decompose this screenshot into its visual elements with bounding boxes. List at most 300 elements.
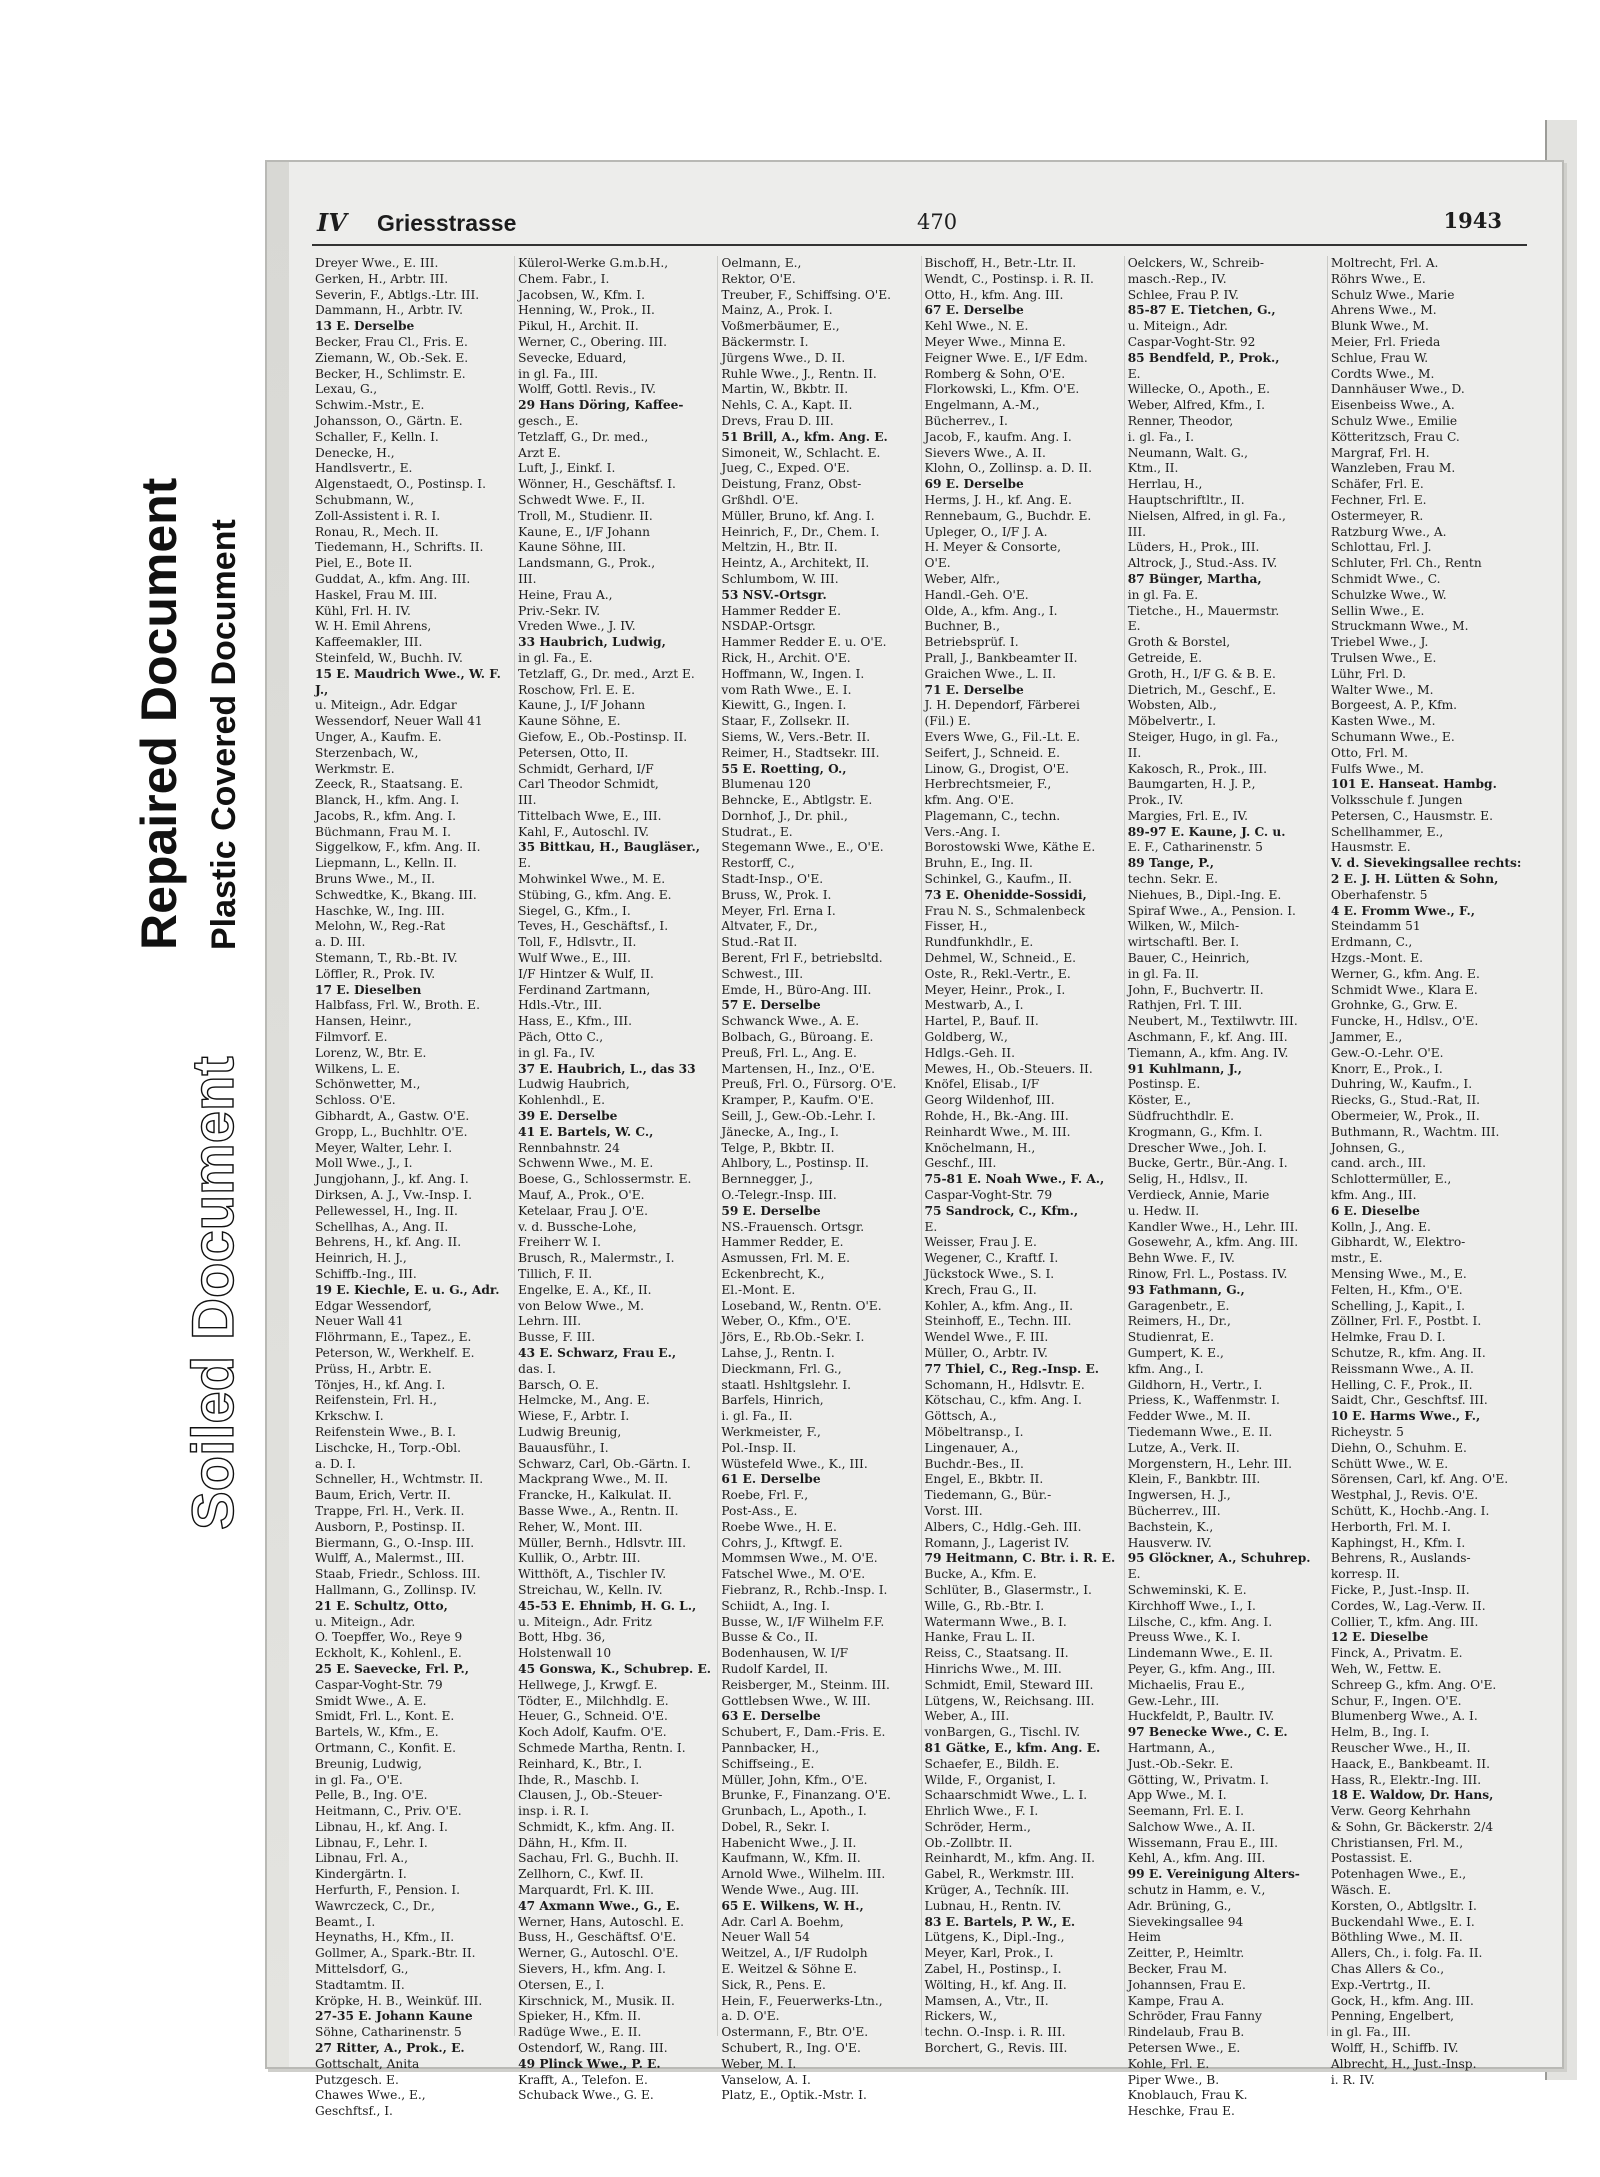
directory-entry: Bücherrev., I.	[924, 413, 1008, 428]
directory-entry: Blunk Wwe., M.	[1330, 319, 1429, 334]
directory-entry: Krech, Frau G., II.	[924, 1282, 1037, 1297]
directory-entry: Becker, Frau Cl., Fris. E.	[315, 334, 468, 349]
directory-entry: techn. Sekr. E.	[1127, 872, 1219, 887]
directory-entry: Wilkens, L. E.	[315, 1061, 401, 1076]
directory-entry: Cohrs, J., Kftwgf. E.	[721, 1535, 843, 1550]
directory-entry: Marquardt, Frl. K. III.	[518, 1883, 655, 1898]
directory-entry: Frau N. S., Schmalenbeck	[924, 903, 1085, 918]
directory-entry: vonBargen, G., Tischl. IV.	[924, 1725, 1081, 1740]
directory-entry: Chas Allers & Co.,	[1330, 1962, 1445, 1977]
directory-entry: 6 E. Dieselbe	[1330, 1203, 1420, 1218]
directory-entry: I/F Hintzer & Wulf, II.	[518, 966, 654, 981]
directory-entry: Bachstein, K.,	[1127, 1519, 1214, 1534]
directory-entry: Restorff, C.,	[721, 856, 795, 871]
directory-entry: Herms, J. H., kf. Ang. E.	[924, 492, 1072, 507]
directory-column-5	[1127, 256, 1328, 2119]
page-number: 470	[917, 210, 958, 234]
directory-entry: Meyer, Heinr., Prok., I.	[924, 982, 1066, 997]
directory-entry: Penning, Engelbert,	[1330, 2009, 1454, 2024]
directory-entry: Haskel, Frau M. III.	[315, 587, 438, 602]
directory-entry: Schlüter, B., Glasermstr., I.	[924, 1582, 1092, 1597]
directory-entry: Peyer, G., kfm. Ang., III.	[1127, 1661, 1276, 1676]
directory-entry: Schmidt Wwe., C.	[1330, 571, 1441, 586]
directory-entry: App Wwe., M. I.	[1127, 1788, 1227, 1803]
directory-entry: Hein, F., Feuerwerks-Ltn.,	[721, 1993, 883, 2008]
directory-entry: Lahse, J., Rentn. I.	[721, 1345, 835, 1360]
directory-entry: Trappe, Frl. H., Verk. II.	[315, 1503, 465, 1518]
directory-entry: E.	[1127, 366, 1141, 381]
directory-entry: Knöfel, Elisab., I/F	[924, 1077, 1040, 1092]
directory-entry: Reiss, C., Staatsang. II.	[924, 1646, 1069, 1661]
directory-entry: Treuber, F., Schiffsing. O'E.	[721, 287, 892, 302]
directory-entry: Buckendahl Wwe., E. I.	[1330, 1914, 1475, 1929]
directory-entry: Wawrczeck, C., Dr.,	[315, 1898, 435, 1913]
directory-entry: Lingenauer, A.,	[924, 1440, 1019, 1455]
directory-entry: Seifert, J., Schneid. E.	[924, 745, 1061, 760]
directory-entry: Geschftsf., I.	[315, 2104, 393, 2119]
directory-entry: Weber, O., Kfm., O'E.	[721, 1314, 852, 1329]
directory-entry: insp. i. R. I.	[518, 1804, 589, 1819]
directory-entry: Kiewitt, G., Ingen. I.	[721, 698, 847, 713]
directory-entry: 47 Axmann Wwe., G., E.	[518, 1898, 680, 1913]
directory-entry: 2 E. J. H. Lütten & Sohn,	[1330, 872, 1499, 887]
directory-entry: Stemann, T., Rb.-Bt. IV.	[315, 951, 458, 966]
directory-entry: Arnold Wwe., Wilhelm. III.	[721, 1867, 886, 1882]
directory-entry: Drescher Wwe., Joh. I.	[1127, 1140, 1267, 1155]
directory-entry: Just.-Ob.-Sekr. E.	[1127, 1756, 1234, 1771]
directory-entry: Bischoff, H., Betr.-Ltr. II.	[924, 256, 1077, 270]
directory-entry: Struckmann Wwe., M.	[1330, 619, 1469, 634]
directory-entry: Chem. Fabr., I.	[518, 271, 610, 286]
directory-entry: Böthling Wwe., M. II.	[1330, 1930, 1463, 1945]
directory-entry: Bott, Hbg. 36,	[518, 1630, 606, 1645]
directory-entry: Breunig, Ludwig,	[315, 1756, 422, 1771]
directory-entry: Chawes Wwe., E.,	[315, 2088, 426, 2103]
directory-entry: 71 E. Derselbe	[924, 682, 1024, 697]
directory-entry: Florkowski, L., Kfm. O'E.	[924, 382, 1080, 397]
directory-entry: 29 Hans Döring, Kaffee-	[518, 398, 684, 413]
directory-entry: Ahlbory, L., Postinsp. II.	[721, 1156, 869, 1171]
directory-entry: Bucke, A., Kfm. E.	[924, 1567, 1037, 1582]
directory-entry: Sellin Wwe., E.	[1330, 603, 1425, 618]
directory-entry: Hdls.-Vtr., III.	[518, 998, 602, 1013]
directory-entry: Gropp, L., Buchhltr. O'E.	[315, 1124, 468, 1139]
directory-entry: Siggelkow, F., kfm. Ang. II.	[315, 840, 481, 855]
directory-entry: Engelmann, A.-M.,	[924, 398, 1040, 413]
directory-entry: 27 Ritter, A., Prok., E.	[315, 2041, 465, 2056]
directory-entry: Oste, R., Rekl.-Vertr., E.	[924, 966, 1071, 981]
directory-entry: Exp.-Vertrtg., II.	[1330, 1977, 1431, 1992]
directory-entry: Priv.-Sekr. IV.	[518, 603, 601, 618]
directory-column-6	[1330, 256, 1530, 2087]
directory-entry: Petersen Wwe., E.	[1127, 2041, 1241, 2056]
directory-entry: Weber, A., III.	[924, 1709, 1010, 1724]
directory-entry: Margraf, Frl. H.	[1330, 445, 1430, 460]
directory-entry: Schütt Wwe., W. E.	[1330, 1456, 1449, 1471]
directory-entry: Freiherr W. I.	[518, 1235, 601, 1250]
directory-entry: Schinkel, G., Kaufm., II.	[924, 872, 1072, 887]
directory-entry: Wille, G., Rb.-Btr. I.	[924, 1598, 1045, 1613]
directory-entry: Putzgesch. E.	[315, 2072, 399, 2087]
directory-entry: Külerol-Werke G.m.b.H.,	[518, 256, 669, 270]
directory-entry: Lutze, A., Verk. II.	[1127, 1440, 1240, 1455]
directory-entry: Wende Wwe., Aug. III.	[721, 1883, 860, 1898]
directory-entry: Toll, F., Hdlsvtr., II.	[518, 935, 637, 950]
directory-entry: Ratzburg Wwe., A.	[1330, 524, 1447, 539]
directory-column-2	[518, 256, 718, 2103]
directory-entry: schutz in Hamm, e. V.,	[1127, 1883, 1266, 1898]
directory-entry: Halbfass, Frl. W., Broth. E.	[315, 998, 480, 1013]
directory-entry: Engel, E., Bkbtr. II.	[924, 1472, 1044, 1487]
directory-entry: Schweminski, K. E.	[1127, 1582, 1247, 1597]
directory-entry: Boese, G., Schlossermstr. E.	[518, 1172, 692, 1187]
directory-entry: u. Hedw. II.	[1127, 1203, 1200, 1218]
directory-entry: Schwanck Wwe., A. E.	[721, 1014, 860, 1029]
directory-entry: Ludwig Breunig,	[518, 1424, 622, 1439]
directory-entry: Trulsen Wwe., E.	[1330, 650, 1437, 665]
directory-entry: Busse, W., I/F Wilhelm F.F.	[721, 1614, 885, 1629]
directory-entry: Reuscher Wwe., H., II.	[1330, 1740, 1471, 1755]
directory-entry: 65 E. Wilkens, W. H.,	[721, 1898, 864, 1913]
directory-entry: Kaufmann, W., Kfm. II.	[721, 1851, 861, 1866]
directory-entry: Hellwege, J., Krwgf. E.	[518, 1677, 658, 1692]
directory-entry: Mommsen Wwe., M. O'E.	[721, 1551, 878, 1566]
directory-entry: Caspar-Voght-Str. 92	[1127, 334, 1256, 349]
directory-entry: E.	[1127, 1567, 1141, 1582]
directory-entry: Finck, A., Privatm. E.	[1330, 1646, 1463, 1661]
directory-entry: Schreep G., kfm. Ang. O'E.	[1330, 1677, 1497, 1692]
directory-entry: Herfurth, F., Pension. I.	[315, 1883, 461, 1898]
directory-entry: Werner, G., kfm. Ang. E.	[1330, 966, 1480, 981]
directory-entry: 33 Haubrich, Ludwig,	[518, 635, 666, 650]
directory-entry: NSDAP.-Ortsgr.	[721, 619, 816, 634]
directory-entry: Wendel Wwe., F. III.	[924, 1330, 1049, 1345]
directory-entry: E.	[1127, 619, 1141, 634]
directory-entry: Olde, A., kfm. Ang., I.	[924, 603, 1058, 618]
directory-entry: Neubert, M., Textilwvtr. III.	[1127, 1014, 1298, 1029]
directory-entry: Ostermeyer, R.	[1330, 508, 1424, 523]
directory-entry: Ortmann, C., Konfit. E.	[315, 1740, 457, 1755]
directory-entry: Wulf Wwe., E., III.	[518, 951, 631, 966]
directory-entry: Christiansen, Frl. M.,	[1330, 1835, 1464, 1850]
directory-entry: Werner, G., Autoschl. O'E.	[518, 1946, 679, 1961]
directory-entry: u. Miteign., Adr.	[1127, 319, 1228, 334]
directory-entry: Heynaths, H., Kfm., II.	[315, 1930, 455, 1945]
directory-entry: Sick, R., Pens. E.	[721, 1977, 826, 1992]
directory-entry: Kühl, Frl. H. IV.	[315, 603, 411, 618]
directory-entry: gesch., E.	[518, 413, 579, 428]
directory-entry: i. gl. Fa., I.	[1127, 429, 1194, 444]
directory-entry: Rudolf Kardel, II.	[721, 1661, 829, 1676]
directory-entry: Schomann, H., Hdlsvtr. E.	[924, 1377, 1085, 1392]
directory-entry: Krogmann, G., Kfm. I.	[1127, 1124, 1263, 1139]
directory-entry: Tiedemann, G., Bür.-	[924, 1488, 1052, 1503]
directory-entry: Geschf., III.	[924, 1156, 997, 1171]
directory-entry: Hauptschriftltr., II.	[1127, 492, 1245, 507]
directory-entry: Dähn, H., Kfm. II.	[518, 1835, 628, 1850]
directory-entry: Heim	[1127, 1930, 1161, 1945]
directory-entry: Borgeest, A. P., Kfm.	[1330, 698, 1458, 713]
directory-entry: Bodenhausen, W. I/F	[721, 1646, 849, 1661]
directory-entry: Dirksen, A. J., Vw.-Insp. I.	[315, 1188, 472, 1203]
directory-entry: Weber, Alfr.,	[924, 571, 1000, 586]
directory-entry: Busse & Co., II.	[721, 1630, 819, 1645]
directory-entry: 39 E. Derselbe	[518, 1109, 618, 1124]
directory-entry: Meyer Wwe., Minna E.	[924, 334, 1066, 349]
directory-entry: Tetzlaff, G., Dr. med.,	[518, 429, 649, 444]
directory-entry: Ob.-Zollbtr. II.	[924, 1835, 1013, 1850]
directory-entry: Georg Wildenhof, III.	[924, 1093, 1055, 1108]
directory-entry: Edgar Wessendorf,	[315, 1298, 432, 1313]
directory-entry: Heschke, Frau E.	[1127, 2104, 1235, 2119]
directory-entry: Goldberg, W.,	[924, 1030, 1008, 1045]
directory-entry: Drevs, Frau D. III.	[721, 413, 834, 428]
directory-entry: Schmede Martha, Rentn. I.	[518, 1740, 686, 1755]
directory-entry: NS.-Frauensch. Ortsgr.	[721, 1219, 865, 1234]
directory-entry: Lorenz, W., Btr. E.	[315, 1045, 427, 1060]
directory-entry: Arzt E.	[518, 445, 561, 460]
directory-entry: Salchow Wwe., A. II.	[1127, 1819, 1256, 1834]
directory-entry: Behn Wwe. F., IV.	[1127, 1251, 1235, 1266]
directory-entry: Bartels, W., Kfm., E.	[315, 1725, 439, 1740]
directory-entry: Severin, F., Abtlgs.-Ltr. III.	[315, 287, 480, 302]
directory-entry: Baum, Erich, Vertr. II.	[315, 1488, 451, 1503]
directory-entry: Blanck, H., kfm. Ang. I.	[315, 793, 460, 808]
directory-entry: 91 Kuhlmann, J.,	[1127, 1061, 1242, 1076]
directory-entry: Petersen, C., Hausmstr. E.	[1330, 808, 1493, 823]
directory-entry: 27-35 E. Johann Kaune	[315, 2009, 473, 2024]
directory-entry: Sachau, Frl. G., Buchh. II.	[518, 1851, 679, 1866]
directory-entry: Tiedemann, H., Schrifts. II.	[315, 540, 484, 555]
directory-entry: Barfels, Hinrich,	[721, 1393, 824, 1408]
directory-entry: Triebel Wwe., J.	[1330, 635, 1429, 650]
directory-entry: Jänecke, A., Ing., I.	[721, 1124, 839, 1139]
directory-entry: Wegener, C., Kraftf. I.	[924, 1251, 1059, 1266]
directory-entry: Tittelbach Wwe, E., III.	[518, 808, 662, 823]
directory-entry: Schulz Wwe., Marie	[1330, 287, 1455, 302]
directory-entry: Jungjohann, J., kf. Ang. I.	[315, 1172, 469, 1187]
directory-entry: & Sohn, Gr. Bäckerstr. 2/4	[1330, 1819, 1494, 1834]
directory-entry: Romberg & Sohn, O'E.	[924, 366, 1066, 381]
directory-entry: Schmidt, Gerhard, I/F	[518, 761, 654, 776]
directory-entry: Blumenberg Wwe., A. I.	[1330, 1709, 1478, 1724]
directory-entry: Lühr, Frl. D.	[1330, 666, 1407, 681]
directory-entry: in gl. Fa. E.	[1127, 587, 1199, 602]
directory-entry: 49 Plinck Wwe., P. E.	[518, 2056, 661, 2071]
directory-entry: 79 Heitmann, C. Btr. i. R. E.	[924, 1551, 1116, 1566]
directory-entry: 75 Sandrock, C., Kfm.,	[924, 1203, 1079, 1218]
directory-entry: korresp. II.	[1330, 1567, 1400, 1582]
directory-column-1	[315, 256, 515, 2119]
directory-entry: i. R. IV.	[1330, 2072, 1375, 2087]
directory-entry: Wüstefeld Wwe., K., III.	[721, 1456, 868, 1471]
directory-entry: Landsmann, G., Prok.,	[518, 556, 656, 571]
directory-entry: Bolbach, G., Büroang. E.	[721, 1030, 874, 1045]
directory-entry: Willecke, O., Apoth., E.	[1127, 382, 1271, 397]
directory-entry: Kaune Söhne, III.	[518, 540, 626, 555]
directory-entry: a. D. I.	[315, 1456, 356, 1471]
directory-entry: Zoll-Assistent i. R. I.	[315, 508, 441, 523]
directory-entry: Stegemann Wwe., E., O'E.	[721, 840, 884, 855]
directory-entry: Gottschalt, Anita	[315, 2056, 420, 2071]
directory-entry: Collier, T., kfm. Ang. III.	[1330, 1614, 1479, 1629]
directory-entry: Ficke, P., Just.-Insp. II.	[1330, 1582, 1470, 1597]
directory-entry: Ketelaar, Frau J. O'E.	[518, 1203, 649, 1218]
directory-entry: techn. O.-Insp. i. R. III.	[924, 2025, 1066, 2040]
directory-entry: Reifenstein Wwe., B. I.	[315, 1424, 457, 1439]
directory-entry: 87 Bünger, Martha,	[1127, 571, 1262, 586]
directory-entry: Wanzleben, Frau M.	[1330, 461, 1456, 476]
directory-entry: Richeystr. 5	[1330, 1424, 1404, 1439]
directory-entry: Schutze, R., kfm. Ang. II.	[1330, 1345, 1486, 1360]
directory-entry: Potenhagen Wwe., E.,	[1330, 1867, 1467, 1882]
directory-entry: Päch, Otto C.,	[518, 1030, 604, 1045]
directory-entry: Schmidt, Emil, Steward III.	[924, 1677, 1094, 1692]
directory-entry: Riecks, G., Stud.-Rat, II.	[1330, 1093, 1481, 1108]
directory-entry: Neumann, Walt. G.,	[1127, 445, 1249, 460]
directory-entry: Flöhrmann, E., Tapez., E.	[315, 1330, 472, 1345]
directory-entry: Ausborn, P., Postinsp. II.	[315, 1519, 466, 1534]
directory-entry: Handl.-Geh. O'E.	[924, 587, 1029, 602]
directory-entry: Martensen, H., Inz., O'E.	[721, 1061, 876, 1076]
directory-entry: a. D. III.	[315, 935, 366, 950]
directory-entry: Engelke, E. A., Kf., II.	[518, 1282, 652, 1297]
directory-entry: Hinrichs Wwe., M. III.	[924, 1661, 1062, 1676]
directory-entry: Troll, M., Studienr. II.	[518, 508, 653, 523]
directory-entry: Hausmstr. E.	[1330, 840, 1411, 855]
directory-entry: Schneller, H., Wchtmstr. II.	[315, 1472, 484, 1487]
directory-entry: 18 E. Waldow, Dr. Hans,	[1330, 1788, 1494, 1803]
directory-entry: Mainz, A., Prok. I.	[721, 303, 833, 318]
directory-entry: Renner, Theodor,	[1127, 413, 1234, 428]
directory-entry: Mauf, A., Prok., O'E.	[518, 1188, 645, 1203]
directory-entry: Schwenn Wwe., M. E.	[518, 1156, 654, 1171]
directory-entry: Otto, Frl. M.	[1330, 745, 1409, 760]
directory-entry: 35 Bittkau, H., Baugläser.,	[518, 840, 701, 855]
directory-entry: Nehls, C. A., Kapt. II.	[721, 398, 853, 413]
directory-entry: Röhrs Wwe., E.	[1330, 271, 1426, 286]
directory-entry: Witthöft, A., Tischler IV.	[518, 1567, 667, 1582]
directory-entry: Mamsen, A., Vtr., II.	[924, 1993, 1049, 2008]
directory-entry: Hausverw. IV.	[1127, 1535, 1212, 1550]
directory-entry: Schaller, F., Kelln. I.	[315, 429, 439, 444]
directory-entry: Schiffseing., E.	[721, 1756, 815, 1771]
directory-entry: Seill, J., Gew.-Ob.-Lehr. I.	[721, 1109, 876, 1124]
directory-entry: Schaefer, E., Bildh. E.	[924, 1756, 1060, 1771]
directory-entry: Hansen, Heinr.,	[315, 1014, 412, 1029]
directory-entry: Seemann, Frl. E. I.	[1127, 1804, 1244, 1819]
directory-entry: Schellhas, A., Ang. II.	[315, 1219, 449, 1234]
directory-entry: Romann, J., Lagerist IV.	[924, 1535, 1070, 1550]
directory-entry: vom Rath Wwe., E. I.	[721, 682, 852, 697]
directory-entry: O'E.	[924, 556, 951, 571]
binding-shadow	[267, 162, 289, 2067]
directory-entry: Schmidt, K., kfm. Ang. II.	[518, 1819, 675, 1834]
directory-entry: Nielsen, Alfred, in gl. Fa.,	[1127, 508, 1286, 523]
directory-entry: Gew.-O.-Lehr. O'E.	[1330, 1045, 1444, 1060]
directory-entry: Dannhäuser Wwe., D.	[1330, 382, 1465, 397]
directory-entry: Kramper, P., Kaufm. O'E.	[721, 1093, 874, 1108]
directory-entry: 69 E. Derselbe	[924, 477, 1024, 492]
directory-entry: Wendt, C., Postinsp. i. R. II.	[924, 271, 1094, 286]
directory-entry: Koch Adolf, Kaufm. O'E.	[518, 1725, 667, 1740]
directory-entry: Gerken, H., Arbtr. III.	[315, 271, 449, 286]
directory-entry: Obermeier, W., Prok., II.	[1330, 1109, 1480, 1124]
directory-entry: Ostermann, F., Btr. O'E.	[721, 2025, 869, 2040]
directory-entry: Bücherrev., III.	[1127, 1503, 1221, 1518]
directory-entry: Ronau, R., Mech. II.	[315, 524, 439, 539]
directory-entry: Piel, E., Bote II.	[315, 556, 413, 571]
directory-entry: Preuß, Frl. O., Fürsorg. O'E.	[721, 1077, 897, 1092]
directory-entry: Ruhle Wwe., J., Rentn. II.	[721, 366, 877, 381]
directory-entry: Wölting, H., kf. Ang. II.	[924, 1977, 1067, 1992]
directory-entry: Zöllner, Frl. F., Postbt. I.	[1330, 1314, 1482, 1329]
directory-entry: Lütgens, W., Reichsang. III.	[924, 1693, 1095, 1708]
directory-entry: Reissmann Wwe., A. II.	[1330, 1361, 1474, 1376]
directory-entry: Schwest., III.	[721, 966, 804, 981]
directory-entry: Klein, F., Bankbtr. III.	[1127, 1472, 1261, 1487]
directory-entry: Reifenstein, Frl. H.,	[315, 1393, 438, 1408]
directory-entry: Michaelis, Frau E.,	[1127, 1677, 1245, 1692]
directory-entry: Dammann, H., Arbtr. IV.	[315, 303, 464, 318]
directory-entry: Jacobs, R., kfm. Ang. I.	[315, 808, 457, 823]
directory-entry: Meltzin, H., Btr. II.	[721, 540, 838, 555]
directory-entry: Haack, E., Bankbeamt. II.	[1330, 1756, 1490, 1771]
header-rule	[312, 244, 1527, 246]
directory-entry: Rinow, Frl. L., Postass. IV.	[1127, 1267, 1288, 1281]
directory-entry: Kehl Wwe., N. E.	[924, 319, 1029, 334]
directory-entry: 67 E. Derselbe	[924, 303, 1024, 318]
directory-entry: Oberhafenstr. 5	[1330, 887, 1428, 902]
directory-entry: Meyer, Walter, Lehr. I.	[315, 1140, 453, 1155]
directory-entry: Allers, Ch., i. folg. Fa. II.	[1330, 1946, 1483, 1961]
directory-entry: Steinhoff, E., Techn. III.	[924, 1314, 1072, 1329]
directory-entry: Roschow, Frl. E. E.	[518, 682, 636, 697]
directory-entry: i. gl. Fa., II.	[721, 1409, 793, 1424]
directory-entry: Wolff, Gottl. Revis., IV.	[518, 382, 656, 397]
directory-entry: Lehrn. III.	[518, 1314, 582, 1329]
directory-entry: Telge, P., Bkbtr. II.	[721, 1140, 835, 1155]
directory-entry: Hdlgs.-Geh. II.	[924, 1045, 1015, 1060]
directory-entry: Sievekingsallee 94	[1127, 1914, 1244, 1929]
directory-entry: H. Meyer & Consorte,	[924, 540, 1062, 555]
directory-entry: 19 E. Kiechle, E. u. G., Adr.	[315, 1282, 500, 1297]
directory-entry: Kötteritzsch, Frau C.	[1330, 429, 1460, 444]
directory-entry: Steiger, Hugo, in gl. Fa.,	[1127, 729, 1279, 744]
directory-entry: 17 E. Dieselben	[315, 982, 422, 997]
directory-entry: 51 Brill, A., kfm. Ang. E.	[721, 429, 888, 444]
directory-entry: Saidt, Chr., Geschftsf. III.	[1330, 1393, 1488, 1408]
directory-entry: Kindergärtn. I.	[315, 1867, 407, 1882]
directory-entry: Sörensen, Carl, kf. Ang. O'E.	[1330, 1472, 1509, 1487]
directory-entry: mstr., E.	[1330, 1251, 1383, 1266]
directory-entry: Borchert, G., Revis. III.	[924, 2041, 1068, 2056]
directory-entry: Rektor, O'E.	[721, 271, 796, 286]
directory-entry: 101 E. Hanseat. Hambg.	[1330, 777, 1497, 792]
directory-entry: Linow, G., Drogist, O'E.	[924, 761, 1069, 776]
directory-entry: Radüge Wwe., E. II.	[518, 2025, 642, 2040]
directory-entry: Studienrat, E.	[1127, 1330, 1215, 1345]
directory-entry: Bucke, Gertr., Bür.-Ang. I.	[1127, 1156, 1288, 1171]
directory-entry: Ahrens Wwe., M.	[1330, 303, 1437, 318]
street-title: Griesstrasse	[377, 210, 517, 236]
directory-entry: v. d. Bussche-Lohe,	[518, 1219, 637, 1234]
directory-entry: Ehrlich Wwe., F. I.	[924, 1804, 1039, 1819]
directory-entry: Reimers, H., Dr.,	[1127, 1314, 1231, 1329]
directory-entry: Lubnau, H., Rentn. IV.	[924, 1898, 1062, 1913]
directory-entry: Ingwersen, H. J.,	[1127, 1488, 1231, 1503]
directory-entry: Steindamm 51	[1330, 919, 1421, 934]
